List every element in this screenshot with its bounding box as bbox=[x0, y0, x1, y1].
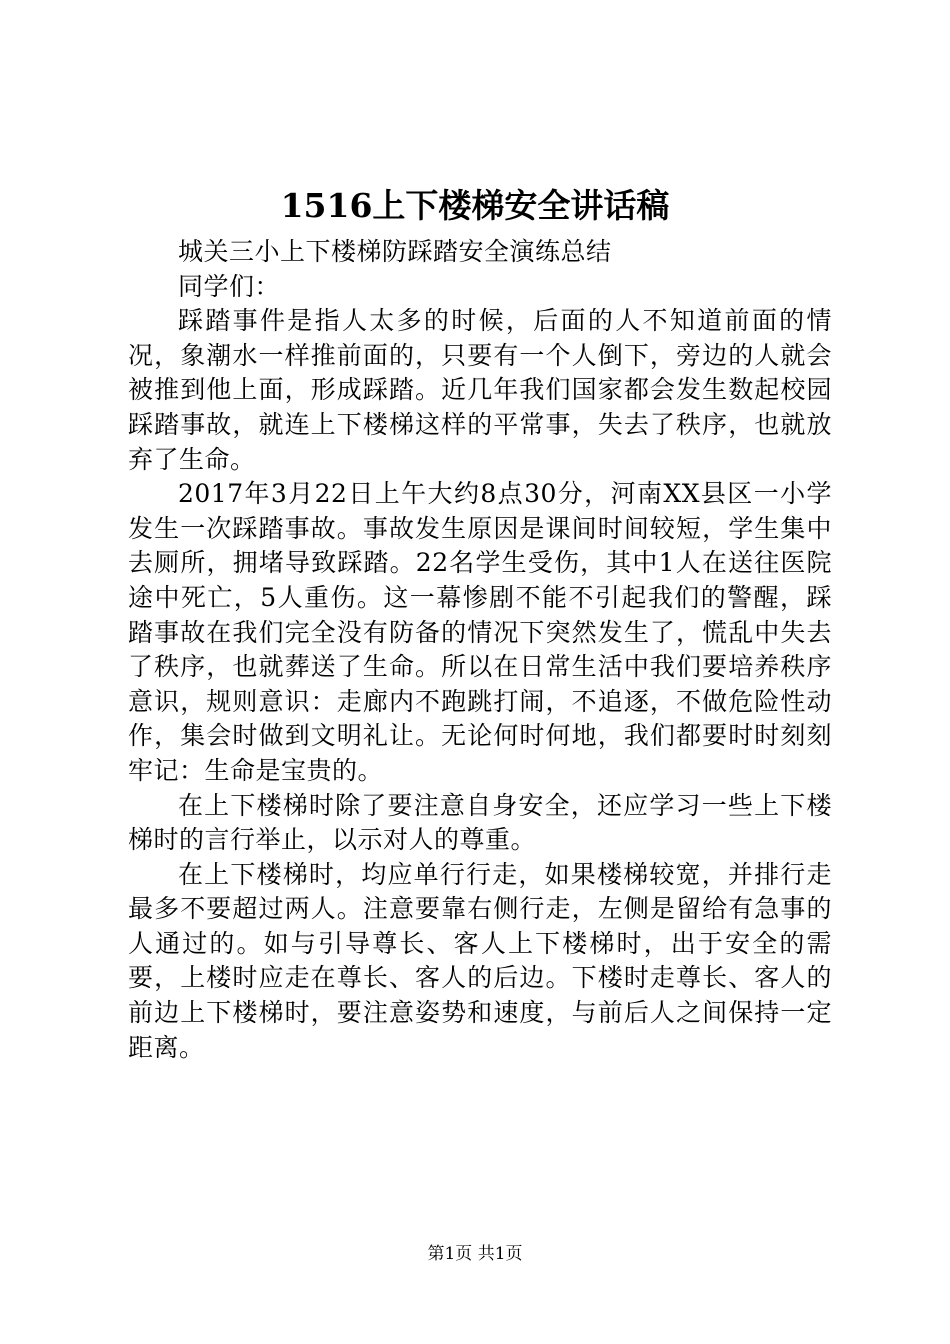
document-body bbox=[128, 235, 832, 1065]
body-paragraph: 2017年3月22日上午大约8点30分，河南XX县区一小学发生一次踩踏事故。事故发生原因是课间时间较短，学生集中去厕所，拥堵导致踩踏。22名学生受伤，其中1人在送往医院途中死亡，5人重伤。这一幕惨剧不能不引起我们的警醒，踩踏事故在我们完全没有防备的情况下突然发生了，慌乱中失去了秩序，也就葬送了生命。所以在日常生活中我们要培养秩序意识，规则意识：走廊内不跑跳打闹，不追逐，不做危险性动作，集会时做到文明礼让。无论何时何地，我们都要时时刻刻牢记：生命是宝贵的。 bbox=[128, 479, 832, 785]
subtitle-paragraph: 城关三小上下楼梯防踩踏安全演练总结 bbox=[178, 237, 612, 266]
body-paragraph: 在上下楼梯时除了要注意自身安全，还应学习一些上下楼梯时的言行举止，以示对人的尊重。 bbox=[128, 790, 832, 855]
salutation-paragraph: 同学们： bbox=[178, 271, 281, 301]
body-paragraph: 踩踏事件是指人太多的时候，后面的人不知道前面的情况，象潮水一样推前面的，只要有一个人倒下，旁边的人就会被推到他上面，形成踩踏。近几年我们国家都会发生数起校园踩踏事故，就连上下楼梯这样的平常事，失去了秩序，也就放弃了生命。 bbox=[128, 306, 832, 474]
document-title: 1516上下楼梯安全讲话稿 bbox=[280, 186, 670, 225]
page-number-footer: 第1页 共1页 bbox=[427, 1244, 523, 1264]
body-paragraph: 在上下楼梯时，均应单行行走，如果楼梯较宽，并排行走最多不要超过两人。注意要靠右侧行走，左侧是留给有急事的人通过的。如与引导尊长、客人上下楼梯时，出于安全的需要，上楼时应走在尊长、客人的后边。下楼时走尊长、客人的前边上下楼梯时，要注意姿势和速度，与前后人之间保持一定距离。 bbox=[128, 859, 832, 1062]
